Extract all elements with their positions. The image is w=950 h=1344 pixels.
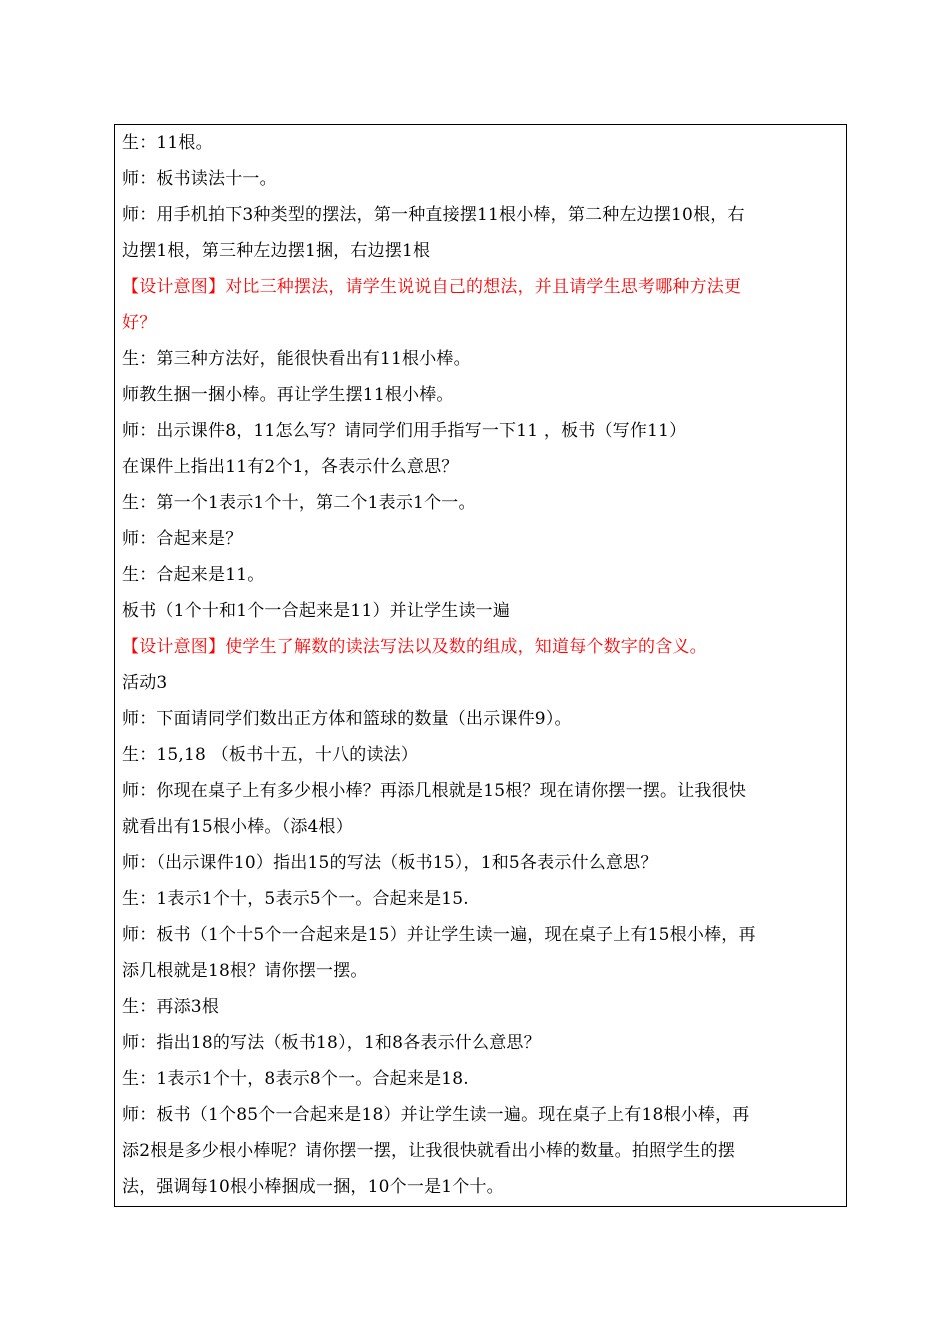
text-line: 就看出有15根小棒。（添4根）	[122, 817, 353, 837]
text-line: 师：出示课件8，11怎么写？请同学们用手指写一下11 ，板书（写作11）	[122, 421, 687, 441]
text-line: 边摆1根，第三种左边摆1捆，右边摆1根	[122, 241, 431, 261]
text-line: 师：板书（1个十5个一合起来是15）并让学生读一遍，现在桌子上有15根小棒，再	[122, 925, 756, 945]
design-intent-line: 【设计意图】对比三种摆法，请学生说说自己的想法，并且请学生思考哪种方法更	[122, 277, 742, 297]
text-line: 在课件上指出11有2个1，各表示什么意思？	[122, 457, 459, 477]
text-line: 师：下面请同学们数出正方体和篮球的数量（出示课件9）。	[122, 709, 572, 729]
text-line: 师：（出示课件10）指出15的写法（板书15），1和5各表示什么意思？	[122, 853, 658, 873]
text-line: 师：用手机拍下3种类型的摆法，第一种直接摆11根小棒，第二种左边摆10根，右	[122, 205, 745, 225]
text-line: 师：板书读法十一。	[122, 169, 277, 189]
lesson-plan-text	[122, 125, 842, 1205]
text-line: 生：第三种方法好，能很快看出有11根小棒。	[122, 349, 471, 369]
text-line: 师：合起来是？	[122, 529, 243, 549]
text-line: 生：合起来是11。	[122, 565, 265, 585]
text-line: 师：你现在桌子上有多少根小棒？再添几根就是15根？现在请你摆一摆。让我很快	[122, 781, 747, 801]
text-line: 生：15,18 （板书十五，十八的读法）	[122, 745, 419, 765]
text-line: 生：再添3根	[122, 997, 220, 1017]
text-line: 生：1表示1个十，8表示8个一。合起来是18.	[122, 1069, 469, 1089]
text-line: 板书（1个十和1个一合起来是11）并让学生读一遍	[122, 601, 511, 621]
design-intent-line: 【设计意图】使学生了解数的读法写法以及数的组成，知道每个数字的含义。	[122, 637, 707, 657]
text-line: 生：1表示1个十，5表示5个一。合起来是15.	[122, 889, 469, 909]
text-line: 师教生捆一捆小棒。再让学生摆11根小棒。	[122, 385, 454, 405]
text-line: 活动3	[122, 673, 168, 693]
text-line: 师：板书（1个85个一合起来是18）并让学生读一遍。现在桌子上有18根小棒，再	[122, 1105, 750, 1125]
design-intent-line: 好？	[122, 313, 157, 333]
text-line: 生：11根。	[122, 133, 213, 153]
text-line: 添2根是多少根小棒呢？请你摆一摆，让我很快就看出小棒的数量。拍照学生的摆	[122, 1141, 736, 1161]
text-line: 生：第一个1表示1个十，第二个1表示1个一。	[122, 493, 476, 513]
text-line: 师：指出18的写法（板书18），1和8各表示什么意思？	[122, 1033, 541, 1053]
text-line: 法，强调每10根小棒捆成一捆，10个一是1个十。	[122, 1177, 504, 1197]
text-line: 添几根就是18根？请你摆一摆。	[122, 961, 368, 981]
